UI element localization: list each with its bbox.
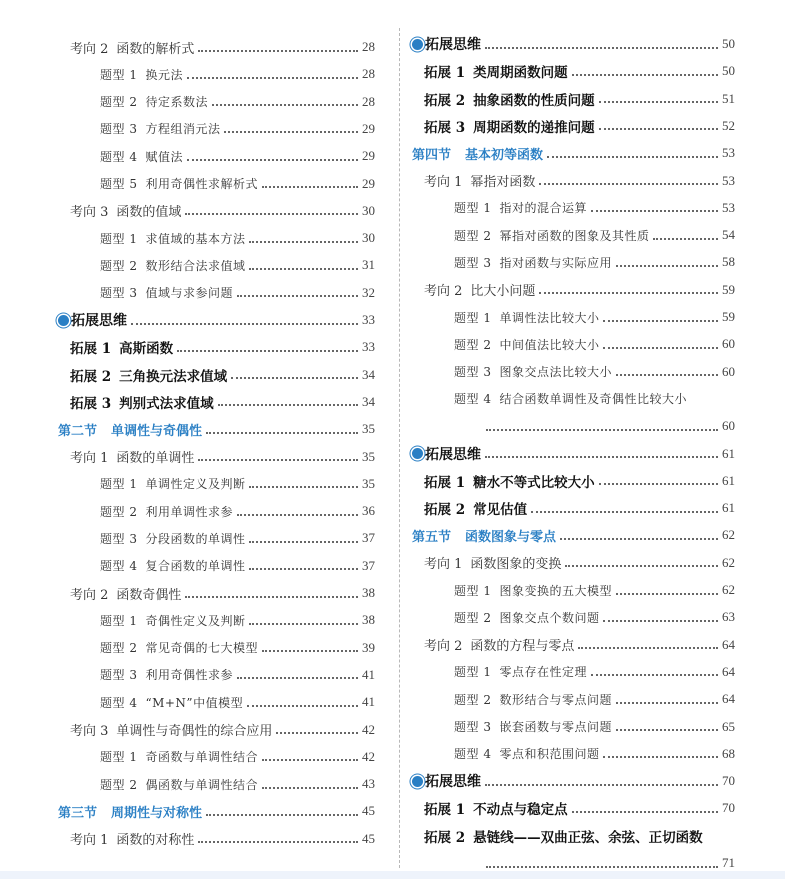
toc-entry-type[interactable] [454,606,735,628]
page-number: 64 [722,663,735,679]
entry-label: 考向 2 [424,284,463,300]
entry-label: 题型 2 [100,777,138,792]
dot-leader [237,676,358,679]
page-number: 33 [362,312,375,327]
entry-label: 考向 2 [70,587,109,603]
page-number: 63 [722,609,735,625]
page-number: 64 [722,691,735,707]
toc-entry-type[interactable] [100,637,375,659]
entry-title: 周期性与对称性 [111,805,203,821]
entry-label: 题型 2 [454,692,492,707]
toc-entry-ext[interactable] [424,797,735,819]
toc-entry-thinking[interactable] [58,309,375,331]
dot-leader [218,403,358,406]
page-number: 61 [722,500,735,516]
entry-title: 拓展思维 [71,313,127,329]
entry-title: 函数的解析式 [116,41,195,57]
entry-title: 数形结合法求值域 [145,258,246,273]
dot-leader [485,455,718,458]
dot-leader [206,431,358,434]
entry-label: 题型 3 [100,531,138,546]
dot-leader [231,376,358,379]
entry-label: 题型 1 [100,67,138,82]
page-number: 61 [722,445,735,461]
page-number: 38 [362,612,375,628]
entry-title: 函数的方程与零点 [470,639,575,655]
toc-entry-subsec[interactable] [70,36,375,58]
dot-leader [131,322,358,325]
entry-title: 单调性与奇偶性的综合应用 [116,724,273,739]
dot-leader [572,810,718,813]
page-number: 34 [362,393,375,409]
entry-title: 拓展思维 [425,446,481,463]
entry-label: 题型 1 [100,231,138,246]
toc-entry-type[interactable] [454,306,735,328]
page-number: 39 [362,639,375,655]
entry-title: 图象变换的五大模型 [499,583,612,598]
page-number: 53 [722,199,735,215]
entry-label: 考向 1 [424,175,463,190]
page-number: 60 [722,418,735,434]
toc-entry-subsec[interactable] [424,279,735,301]
dot-leader [249,540,358,543]
entry-title: 指对的混合运算 [499,201,587,216]
toc-entry-ext[interactable] [424,88,735,110]
toc-entry-type[interactable] [454,361,735,383]
toc-entry-type[interactable] [454,716,735,738]
page-number: 53 [722,172,735,188]
bottom-strip [0,871,785,879]
entry-title: 分段函数的单调性 [145,531,246,546]
entry-title: 高斯函数 [119,341,174,358]
entry-title: 图象交点个数问题 [499,610,600,625]
entry-label: 题型 5 [100,177,138,191]
page-number: 30 [362,230,375,246]
dot-leader [262,786,358,789]
entry-label: 拓展 3 [424,119,466,136]
toc-entry-ext[interactable] [424,497,735,519]
dot-leader [198,458,358,461]
toc-entry-type[interactable] [100,282,375,304]
entry-title: 函数图象与零点 [465,529,557,545]
entry-title: 单调性与奇偶性 [111,423,203,439]
entry-title: 零点存在性定理 [499,665,587,680]
entry-title: 单调性定义及判断 [145,477,246,492]
entry-label: 考向 1 [424,557,463,573]
dot-leader [616,728,718,731]
entry-label: 拓展 2 [70,368,112,385]
toc-entry-thinking[interactable] [412,33,735,55]
entry-title: 函数的对称性 [116,833,195,849]
entry-label: 题型 3 [100,668,138,683]
entry-title: 函数的单调性 [116,451,195,466]
dot-leader [591,209,718,212]
dot-leader [262,649,358,652]
dot-leader [653,237,718,240]
toc-entry-type[interactable] [100,91,375,113]
entry-label: 考向 3 [70,724,109,739]
dot-leader [237,513,358,516]
page-number: 35 [362,448,375,464]
dot-leader [185,595,358,598]
entry-title: 方程组消元法 [145,122,221,137]
dot-leader [198,49,358,52]
toc-entry-section[interactable] [412,142,735,164]
page-number: 50 [722,63,735,79]
toc-entry-type[interactable] [454,743,735,765]
entry-label: 题型 3 [454,365,492,380]
dot-leader [603,319,718,322]
page-number: 42 [362,748,375,764]
entry-label: 拓展 2 [424,502,466,519]
page-number: 60 [722,336,735,352]
page-number: 70 [722,773,735,789]
entry-label: 题型 2 [100,95,138,110]
dot-leader [565,564,718,567]
entry-title: 拓展思维 [425,37,481,53]
entry-label: 题型 1 [100,477,138,492]
page-number: 29 [362,175,375,191]
toc-entry-type[interactable] [454,688,735,710]
entry-label: 题型 3 [100,122,138,137]
dot-leader [599,127,718,130]
page-number: 45 [362,830,375,846]
page-number: 41 [362,666,375,682]
page-number: 71 [722,855,735,870]
toc-entry-type[interactable] [100,746,375,768]
dot-leader [572,73,718,76]
dot-leader [187,158,358,161]
page-number: 64 [722,636,735,652]
toc-entry-subsec[interactable] [424,634,735,656]
entry-label: 题型 4 [100,149,138,164]
entry-title: 悬链线——双曲正弦、余弦、正切函数 [473,829,703,846]
page-number: 59 [722,281,735,297]
entry-title: 函数的值域 [116,205,182,221]
entry-title: 利用奇偶性求解析式 [145,177,258,191]
dot-leader [547,155,718,158]
bullet-icon [412,776,423,787]
toc-entry-subsec[interactable] [70,200,375,222]
dot-leader [249,240,358,243]
toc-entry-type[interactable] [100,609,375,631]
entry-label: 题型 1 [454,665,492,680]
entry-label: 题型 4 [100,559,138,574]
entry-label: 拓展 1 [70,341,112,358]
entry-title: 单调性法比较大小 [499,310,600,325]
toc-entry-ext[interactable] [424,470,735,492]
entry-title: 换元法 [145,67,183,82]
entry-title: 基本初等函数 [465,147,544,163]
page-number: 29 [362,120,375,136]
page-number: 28 [362,93,375,109]
toc-entry-ext[interactable] [70,336,375,358]
toc-entry-type[interactable] [100,63,375,85]
dot-leader [224,130,358,133]
page-number: 42 [362,721,375,737]
entry-label: 拓展 1 [424,474,466,491]
toc-entry-type[interactable] [100,473,375,495]
toc-entry-cont[interactable] [482,415,735,437]
toc-entry-subsec[interactable] [424,170,735,192]
entry-title: 比大小问题 [470,284,536,300]
toc-entry-ext[interactable] [424,825,735,847]
toc-entry-type[interactable] [454,579,735,601]
page-number: 41 [362,694,375,710]
entry-label: 考向 2 [424,639,463,655]
page-number: 29 [362,148,375,164]
entry-title: 赋值法 [145,149,183,164]
page-number: 37 [362,557,375,573]
entry-title: 复合函数的单调性 [145,559,246,574]
dot-leader [247,704,358,707]
dot-leader [185,212,358,215]
toc-entry-type[interactable] [454,661,735,683]
entry-label: 拓展 2 [424,92,466,109]
dot-leader [486,865,718,868]
entry-label: 题型 3 [454,720,492,734]
entry-title: 三角换元法求值域 [119,368,228,385]
entry-title: 糖水不等式比较大小 [473,474,595,491]
entry-label: 题型 4 [454,747,492,762]
entry-label: 题型 1 [100,613,138,628]
entry-label: 题型 2 [100,504,138,519]
dot-leader [591,673,718,676]
dot-leader [249,267,358,270]
dot-leader [486,428,718,431]
bullet-icon [412,39,423,50]
toc-entry-type[interactable] [454,224,735,246]
entry-title: 幂指对函数的图象及其性质 [499,228,650,243]
entry-title: 奇偶性定义及判断 [145,613,246,628]
entry-label: 考向 2 [70,41,109,57]
entry-title: 函数图象的变换 [470,557,562,573]
entry-label: 题型 4 [454,392,492,407]
entry-title: 中间值法比较大小 [499,337,600,352]
dot-leader [485,783,718,786]
dot-leader [616,701,718,704]
entry-title: 常见奇偶的七大模型 [145,641,258,656]
entry-label: 题型 2 [454,610,492,625]
dot-leader [603,755,718,758]
toc-entry-subsec[interactable] [70,446,375,468]
dot-leader [603,346,718,349]
entry-title: “M+N”中值模型 [145,695,244,710]
entry-title: 函数奇偶性 [116,587,182,603]
page-number: 28 [362,39,375,54]
entry-title: 零点和积范围问题 [499,747,600,762]
page-number: 62 [722,582,735,597]
page-number: 35 [362,475,375,491]
entry-title: 常见估值 [473,502,528,519]
dot-leader [237,294,358,297]
page-number: 62 [722,527,735,543]
dot-leader [249,622,358,625]
toc-entry-section[interactable] [412,524,735,546]
entry-title: 幂指对函数 [470,175,536,190]
entry-title: 求值域的基本方法 [145,231,246,246]
entry-title: 利用奇偶性求参 [145,668,233,683]
entry-label: 题型 2 [454,228,492,243]
entry-label: 拓展 2 [424,829,466,846]
toc-entry-ext[interactable] [70,391,375,413]
entry-label: 第三节 [58,805,98,821]
toc-entry-section[interactable] [58,800,375,822]
toc-entry-ext[interactable] [70,364,375,386]
entry-title: 值域与求参问题 [145,286,233,301]
entry-label: 题型 4 [100,695,138,710]
toc-entry-ext[interactable] [424,115,735,137]
entry-label: 题型 1 [454,583,492,598]
toc-entry-thinking[interactable] [412,770,735,792]
entry-label: 拓展 3 [70,395,112,412]
toc-entry-thinking[interactable] [412,443,735,465]
bullet-icon [412,448,423,459]
page-number: 45 [362,803,375,819]
page-number: 65 [722,718,735,734]
entry-label: 第五节 [412,529,452,545]
dot-leader [616,373,718,376]
toc-entry-type[interactable] [454,388,735,410]
bullet-icon [58,315,69,326]
dot-leader [212,103,358,106]
page-number: 60 [722,363,735,379]
toc-entry-ext[interactable] [424,60,735,82]
page-number: 31 [362,257,375,273]
page-number: 51 [722,90,735,106]
entry-title: 拓展思维 [425,774,481,791]
dot-leader [198,840,358,843]
toc-entry-type[interactable] [100,555,375,577]
page-number: 52 [722,117,735,133]
toc-entry-type[interactable] [100,118,375,140]
toc-entry-type[interactable] [454,251,735,273]
dot-leader [262,758,358,761]
dot-leader [177,349,358,352]
dot-leader [249,485,358,488]
dot-leader [262,185,358,188]
toc-entry-subsec[interactable] [70,828,375,850]
toc-entry-type[interactable] [100,773,375,795]
dot-leader [485,46,718,49]
entry-title: 指对函数与实际应用 [499,255,612,270]
toc-entry-type[interactable] [100,691,375,713]
dot-leader [531,510,718,513]
entry-title: 抽象函数的性质问题 [473,92,595,109]
entry-label: 题型 1 [454,310,492,325]
dot-leader [603,619,718,622]
toc-entry-subsec[interactable] [70,582,375,604]
dot-leader [539,182,718,185]
dot-leader [276,731,358,734]
toc-entry-type[interactable] [100,254,375,276]
entry-label: 题型 3 [100,286,138,301]
dot-leader [599,100,718,103]
page-number: 53 [722,145,735,161]
entry-title: 嵌套函数与零点问题 [499,720,612,734]
toc-entry-subsec[interactable] [424,552,735,574]
entry-title: 偶函数与单调性结合 [145,777,258,792]
toc-entry-type[interactable] [100,173,375,195]
toc-entry-type[interactable] [454,333,735,355]
page-number: 62 [722,554,735,570]
dot-leader [249,567,358,570]
toc-entry-type[interactable] [100,227,375,249]
page-number: 30 [362,202,375,218]
dot-leader [560,537,718,540]
entry-title: 利用单调性求参 [145,504,233,519]
dot-leader [206,813,358,816]
entry-title: 结合函数单调性及奇偶性比较大小 [499,392,687,407]
entry-label: 题型 1 [100,750,138,765]
entry-title: 类周期函数问题 [473,65,568,82]
toc-right-column [400,0,785,872]
entry-title: 不动点与稳定点 [473,802,568,819]
page-number: 33 [362,339,375,355]
page-number: 61 [722,472,735,488]
page-number: 38 [362,585,375,600]
toc-entry-type[interactable] [100,664,375,686]
page-number: 28 [362,66,375,82]
page-number: 36 [362,503,375,519]
entry-label: 考向 1 [70,833,109,849]
page-number: 43 [362,776,375,792]
dot-leader [616,592,718,595]
toc-entry-type[interactable] [100,527,375,549]
page-number: 32 [362,284,375,300]
entry-title: 周期函数的递推问题 [473,119,595,136]
dot-leader [539,291,718,294]
entry-title: 奇函数与单调性结合 [145,750,258,765]
page-number: 50 [722,36,735,51]
entry-label: 题型 1 [454,201,492,216]
dot-leader [599,482,718,485]
entry-label: 考向 3 [70,205,109,221]
entry-title: 待定系数法 [145,95,208,110]
entry-label: 题型 2 [100,641,138,656]
entry-label: 第四节 [412,147,452,163]
toc-entry-section[interactable] [58,418,375,440]
entry-label: 拓展 1 [424,65,466,82]
entry-title: 数形结合与零点问题 [499,692,612,707]
page-number: 70 [722,800,735,816]
toc-entry-type[interactable] [100,500,375,522]
page-number: 34 [362,366,375,382]
toc-entry-type[interactable] [100,145,375,167]
entry-label: 题型 2 [100,258,138,273]
entry-title: 判别式法求值域 [119,395,214,412]
page-number: 59 [722,309,735,324]
page-number: 54 [722,227,735,243]
entry-label: 考向 1 [70,451,109,466]
entry-title: 图象交点法比较大小 [499,365,612,380]
page-number: 37 [362,530,375,546]
entry-label: 拓展 1 [424,802,466,819]
page-number: 58 [722,254,735,270]
toc-entry-subsec[interactable] [70,719,375,741]
entry-label: 第二节 [58,423,98,439]
page-number: 35 [362,421,375,437]
page-number: 68 [722,745,735,761]
toc-entry-type[interactable] [454,197,735,219]
dot-leader [616,264,718,267]
dot-leader [578,646,718,649]
dot-leader [187,76,358,79]
entry-label: 题型 2 [454,337,492,352]
entry-label: 题型 3 [454,255,492,270]
